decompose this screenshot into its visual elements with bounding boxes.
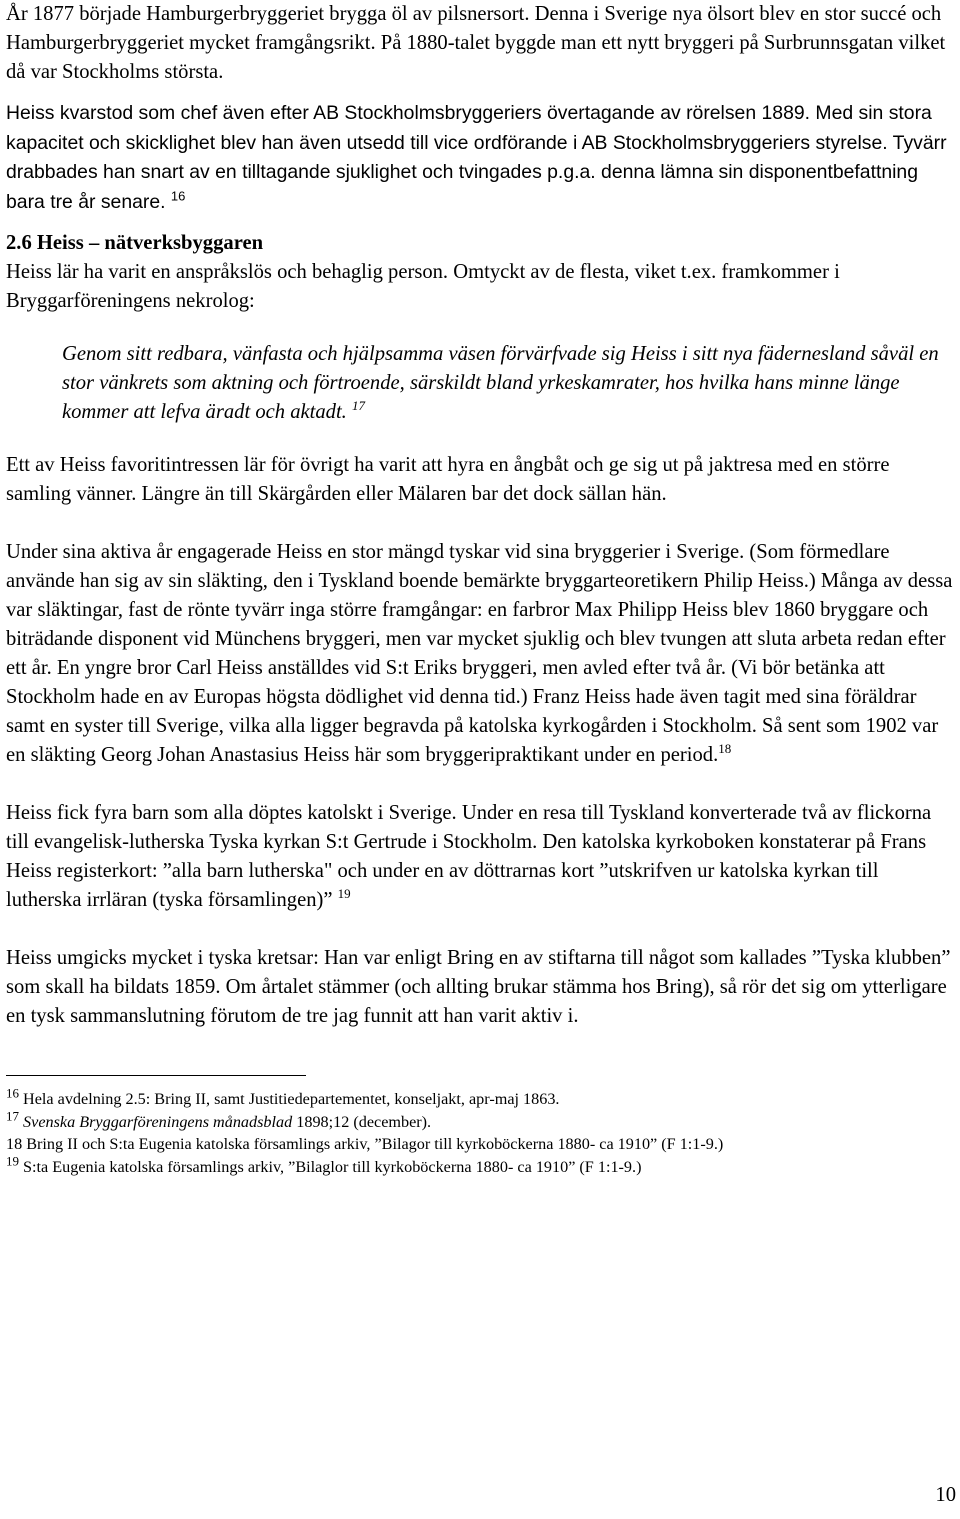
footnote-number: 19 [6,1153,19,1169]
paragraph-text: Heiss lär ha varit en anspråkslös och behaglig person. Omtyckt av de flesta, viket t.ex. framkommer i Bryggarföreningens nekrolog: [6,261,840,312]
paragraph-heiss-person [6,258,958,316]
page-number: 10 [935,1484,956,1506]
footnote-text: 18 Bring II och S:ta Eugenia katolska församlings arkiv, ”Bilagor till kyrkoböckerna 1880- ca 1910” (F 1:1-9.) [6,1135,724,1153]
paragraph-text: Heiss fick fyra barn som alla döptes katolskt i Sverige. Under en resa till Tyskland konverterade två av flickorna till evangelisk-lutherska Tyska kyrkan S:t Gertrude i Stockholm. Den katolska kyrkoboken konstaterar på Frans Heiss registerkort: ”alla barn lutherska" och under en av döttrarnas kort ”utskrifven ur katolska kyrkan till lutherska irrläran (tyska församlingen)” [6,802,932,911]
paragraph-german-employees [6,538,958,770]
footnote-text: 1898;12 (december). [292,1112,432,1131]
footnote-ref-19[interactable]: 19 [337,886,351,902]
paragraph-text: Heiss kvarstod som chef även efter AB Stockholmsbryggeriers övertagande av rörelsen 1889. Med sin stora kapacitet och skicklighet blev han även utsedd till vice ordförande i AB Stockholmsbryggeriers styrelse. Tyvärr drabbades han snart av en tilltagande sjuklighet och tvingades p.g.a. denna lämna sin disponentbefattning bara tre år senare. [6,102,947,213]
footnote-17 [6,1108,958,1134]
paragraph-favorite-interest [6,451,958,509]
document-page [6,0,958,1178]
footnote-18 [6,1133,958,1156]
paragraph-brewing-history [6,0,958,87]
footnote-ref-16[interactable]: 16 [170,188,186,204]
footnote-publication-title: Svenska Bryggarföreningens månadsblad [23,1112,293,1131]
paragraph-text: Heiss umgicks mycket i tyska kretsar: Han var enligt Bring en av stiftarna till något som kallades ”Tyska klubben” som skall ha bildats 1859. Om årtalet stämmer (och allting brukar stämma hos Bring), så rör det sig om ytterligare en tysk sammanslutning förutom de tre jag funnit att han varit aktiv i. [6,947,951,1027]
paragraph-text: Under sina aktiva år engagerade Heiss en stor mängd tyskar vid sina bryggerier i Sverige. (Som förmedlare använde han sig av sin släkting, den i Tyskland boende bemärkte bryggarteoretikern Philip Heiss.) Många av dessa var släktingar, fast de rönte tyvärr inga större framgångar: en farbror Max Philipp Heiss blev 1860 bryggare och biträdande disponent vid Münchens bryggeri, men var mycket sjuklig och blev tvungen att sluta arbeta redan efter ett år. En yngre bror Carl Heiss anställdes vid S:t Eriks bryggeri, men avled efter två år. (Vi bör betänka att Stockholm hade en av Europas högsta dödlighet vid denna tid.) Franz Heiss hade även tagit med sina föräldrar samt en syster till Sverige, vilka alla ligger begravda på katolska kyrkogården i Stockholm. Så sent som 1902 var en släkting Georg Johan Anastasius Heiss här som bryggeripraktikant under en period. [6,541,953,766]
footnote-ref-17[interactable]: 17 [351,398,365,414]
footnote-16 [6,1085,958,1111]
footnotes [6,1085,958,1178]
footnote-divider [6,1075,306,1076]
footnote-19 [6,1153,958,1179]
footnote-text: S:ta Eugenia katolska församlings arkiv, ”Bilaglor till kyrkoböckerna 1880- ca 1910” (F 1:1-9.) [19,1157,642,1176]
section-heading: 2.6 Heiss – nätverksbyggaren [6,232,264,254]
quote-text: Genom sitt redbara, vänfasta och hjälpsamma väsen förvärfvade sig Heiss i sitt nya fädernesland såväl en stor vänkrets som aktning och förtroende, särskildt bland yrkeskamrater, hos hvilka hans minne länge kommer att lefva äradt och aktadt. [62,343,939,423]
obituary-quote [62,340,958,427]
paragraph-german-circles [6,944,958,1031]
footnote-number: 17 [6,1108,19,1124]
paragraph-heiss-chef [6,99,958,217]
footnote-text: Hela avdelning 2.5: Bring II, samt Justitiedepartementet, konseljakt, apr-maj 1863. [19,1090,560,1108]
footnote-ref-18[interactable]: 18 [718,741,732,757]
paragraph-text: Ett av Heiss favoritintressen lär för övrigt ha varit att hyra en ångbåt och ge sig ut på jaktresa med en större samling vänner. Längre än till Skärgården eller Mälaren bar det dock sällan hän. [6,454,890,505]
paragraph-children [6,799,958,915]
paragraph-text: År 1877 började Hamburgerbryggeriet brygga öl av pilsnersort. Denna i Sverige nya ölsort blev en stor succé och Hamburgerbryggeriet mycket framgångsrikt. På 1880-talet byggde man ett nytt bryggeri på Surbrunnsgatan vilket då var Stockholms största. [6,3,946,83]
footnote-number: 16 [6,1085,19,1101]
